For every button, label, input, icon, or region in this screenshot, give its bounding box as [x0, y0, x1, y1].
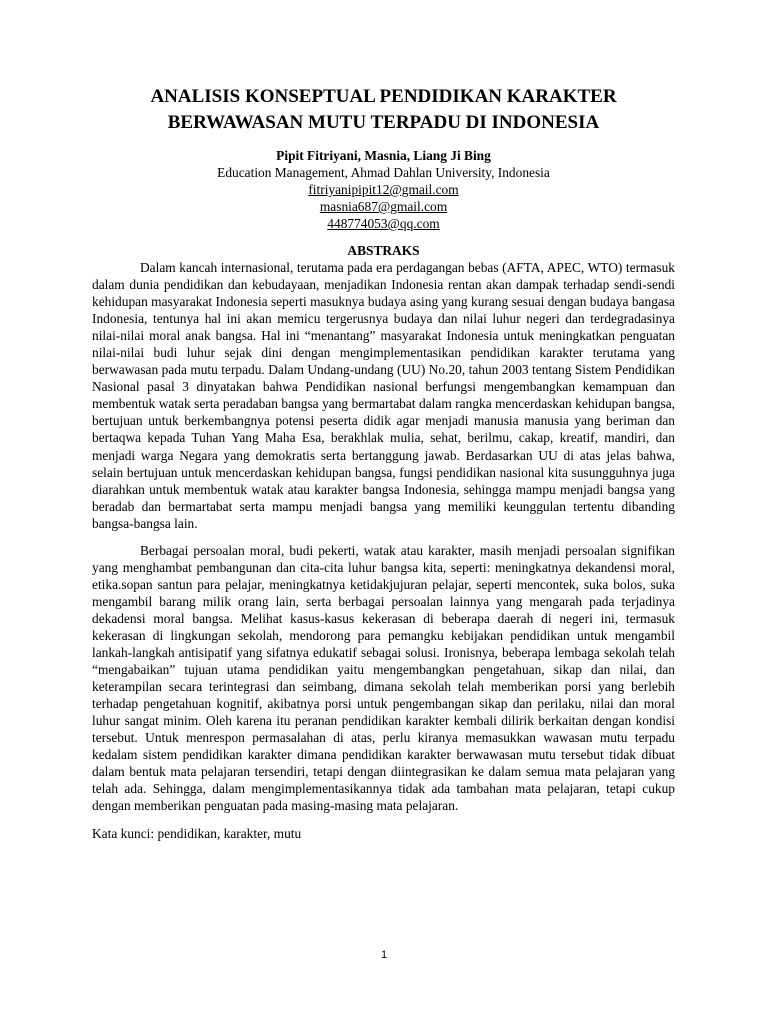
author-affiliation: Education Management, Ahmad Dahlan University, Indonesia [217, 165, 550, 180]
email-link-2[interactable]: masnia687@gmail.com [319, 199, 448, 214]
title-line-2: BERWAWASAN MUTU TERPADU DI INDONESIA [167, 112, 600, 133]
abstract-paragraph-1: Dalam kancah internasional, terutama pada era perdagangan bebas (AFTA, APEC, WTO) termasuk dalam dunia pendidikan dan kebudayaan, menjadikan Indonesia rentan akan dampak terhadap sendi-sendi kehidupan masyarakat Indonesia seperti masuknya budaya asing yang kurang sesuai dengan budaya bangasa Indonesia, tentunya hal ini akan memicu tergerusnya budaya dan nilai luhur negeri dan terdegradasinya nilai-nilai moral anak bangsa. Hal ini “menantang” masyarakat Indonesia untuk meningkatkan penguatan nilai-nilai budi luhur sejak dini dengan mengimplementasikan pendidikan karakter terutama yang berwawasan pada mutu terpadu. Dalam Undang-undang (UU) No.20, tahun 2003 tentang Sistem Pendidikan Nasional pasal 3 dinyatakan bahwa Pendidikan nasional berfungsi mengembangkan kemampuan dan membentuk watak serta peradaban bangsa yang bermartabat dalam rangka mencerdaskan kehidupan bangsa, bertujuan untuk berkembangnya potensi peserta didik agar menjadi manusia manusia yang beriman dan bertaqwa kepada Tuhan Yang Maha Esa, berakhlak mulia, sehat, berilmu, cakap, kreatif, mandiri, dan menjadi warga Negara yang demokratis serta bertanggung jawab. Berdasarkan UU di atas jelas bahwa, selain bertujuan untuk mencerdaskan kehidupan bangsa, fungsi pendidikan nasional kita susungguhnya juga diarahkan untuk membentuk watak atau karakter bangsa Indonesia, sehingga mampu menjadi bangsa yang beradab dan bermartabat serta mampu menjadi bangsa yang memiliki keunggulan tertentu dibanding bangsa-bangsa lain. [92, 260, 675, 531]
email-link-1[interactable]: fitriyanipipit12@gmail.com [308, 182, 459, 197]
title-line-1: ANALISIS KONSEPTUAL PENDIDIKAN KARAKTER [150, 86, 617, 107]
abstract-paragraph-2: Berbagai persoalan moral, budi pekerti, watak atau karakter, masih menjadi persoalan signifikan yang menghambat pembangunan dan cita-cita luhur bangsa kita, seperti: meningkatnya dekandensi moral, etika.sopan santun para pelajar, meningkatnya ketidakjujuran pelajar, seperti mencontek, suka bolos, suka mengambil barang milik orang lain, serta berbagai persoalan lainnya yang mengarah pada terjadinya dekadensi moral bangsa. Melihat kasus-kasus kekerasan di beberapa daerah di negeri ini, termasuk kekerasan di lingkungan sekolah, mendorong para pemangku kebijakan pendidikan untuk mengambil lankah-langkah antisipatif yang sifatnya edukatif sebagai solusi. Ironisnya, beberapa lembaga sekolah telah “mengabaikan” tujuan utama pendidikan yaitu mengembangkan pengetahuan, sikap dan nilai, dan keterampilan secara terintegrasi dan seimbang, dimana sekolah telah memberikan porsi yang berlebih terhadap pengetahuan kognitif, akibatnya porsi untuk pengembangan sikap dan perilaku, nilai dan moral luhur sangat minim. Oleh karena itu peranan pendidikan karakter kembali dilirik berkaitan dengan kondisi tersebut. Untuk menrespon permasalahan di atas, perlu kiranya memasukkan wawasan mutu terpadu kedalam sistem pendidikan karakter dimana pendidikan karakter berwawasan mutu tersebut tidak dibuat dalam bentuk mata pelajaran tersendiri, tetapi dengan diintegrasikan ke dalam semua mata pelajaran yang telah ada. Sehingga, dalam mengimplementasikannya tidak ada tambahan mata pelajaran, tetapi cukup dengan memberikan penguatan pada masing-masing mata pelajaran. [92, 542, 675, 814]
email-link-3[interactable]: 448774053@qq.com [327, 216, 440, 231]
paper-page [92, 84, 675, 842]
abstract-heading: ABSTRAKS [347, 243, 420, 258]
paper-title [92, 84, 675, 136]
page-number: 1 [380, 949, 388, 961]
author-list: Pipit Fitriyani, Masnia, Liang Ji Bing [276, 148, 491, 163]
keywords-line: Kata kunci: pendidikan, karakter, mutu [92, 825, 302, 841]
